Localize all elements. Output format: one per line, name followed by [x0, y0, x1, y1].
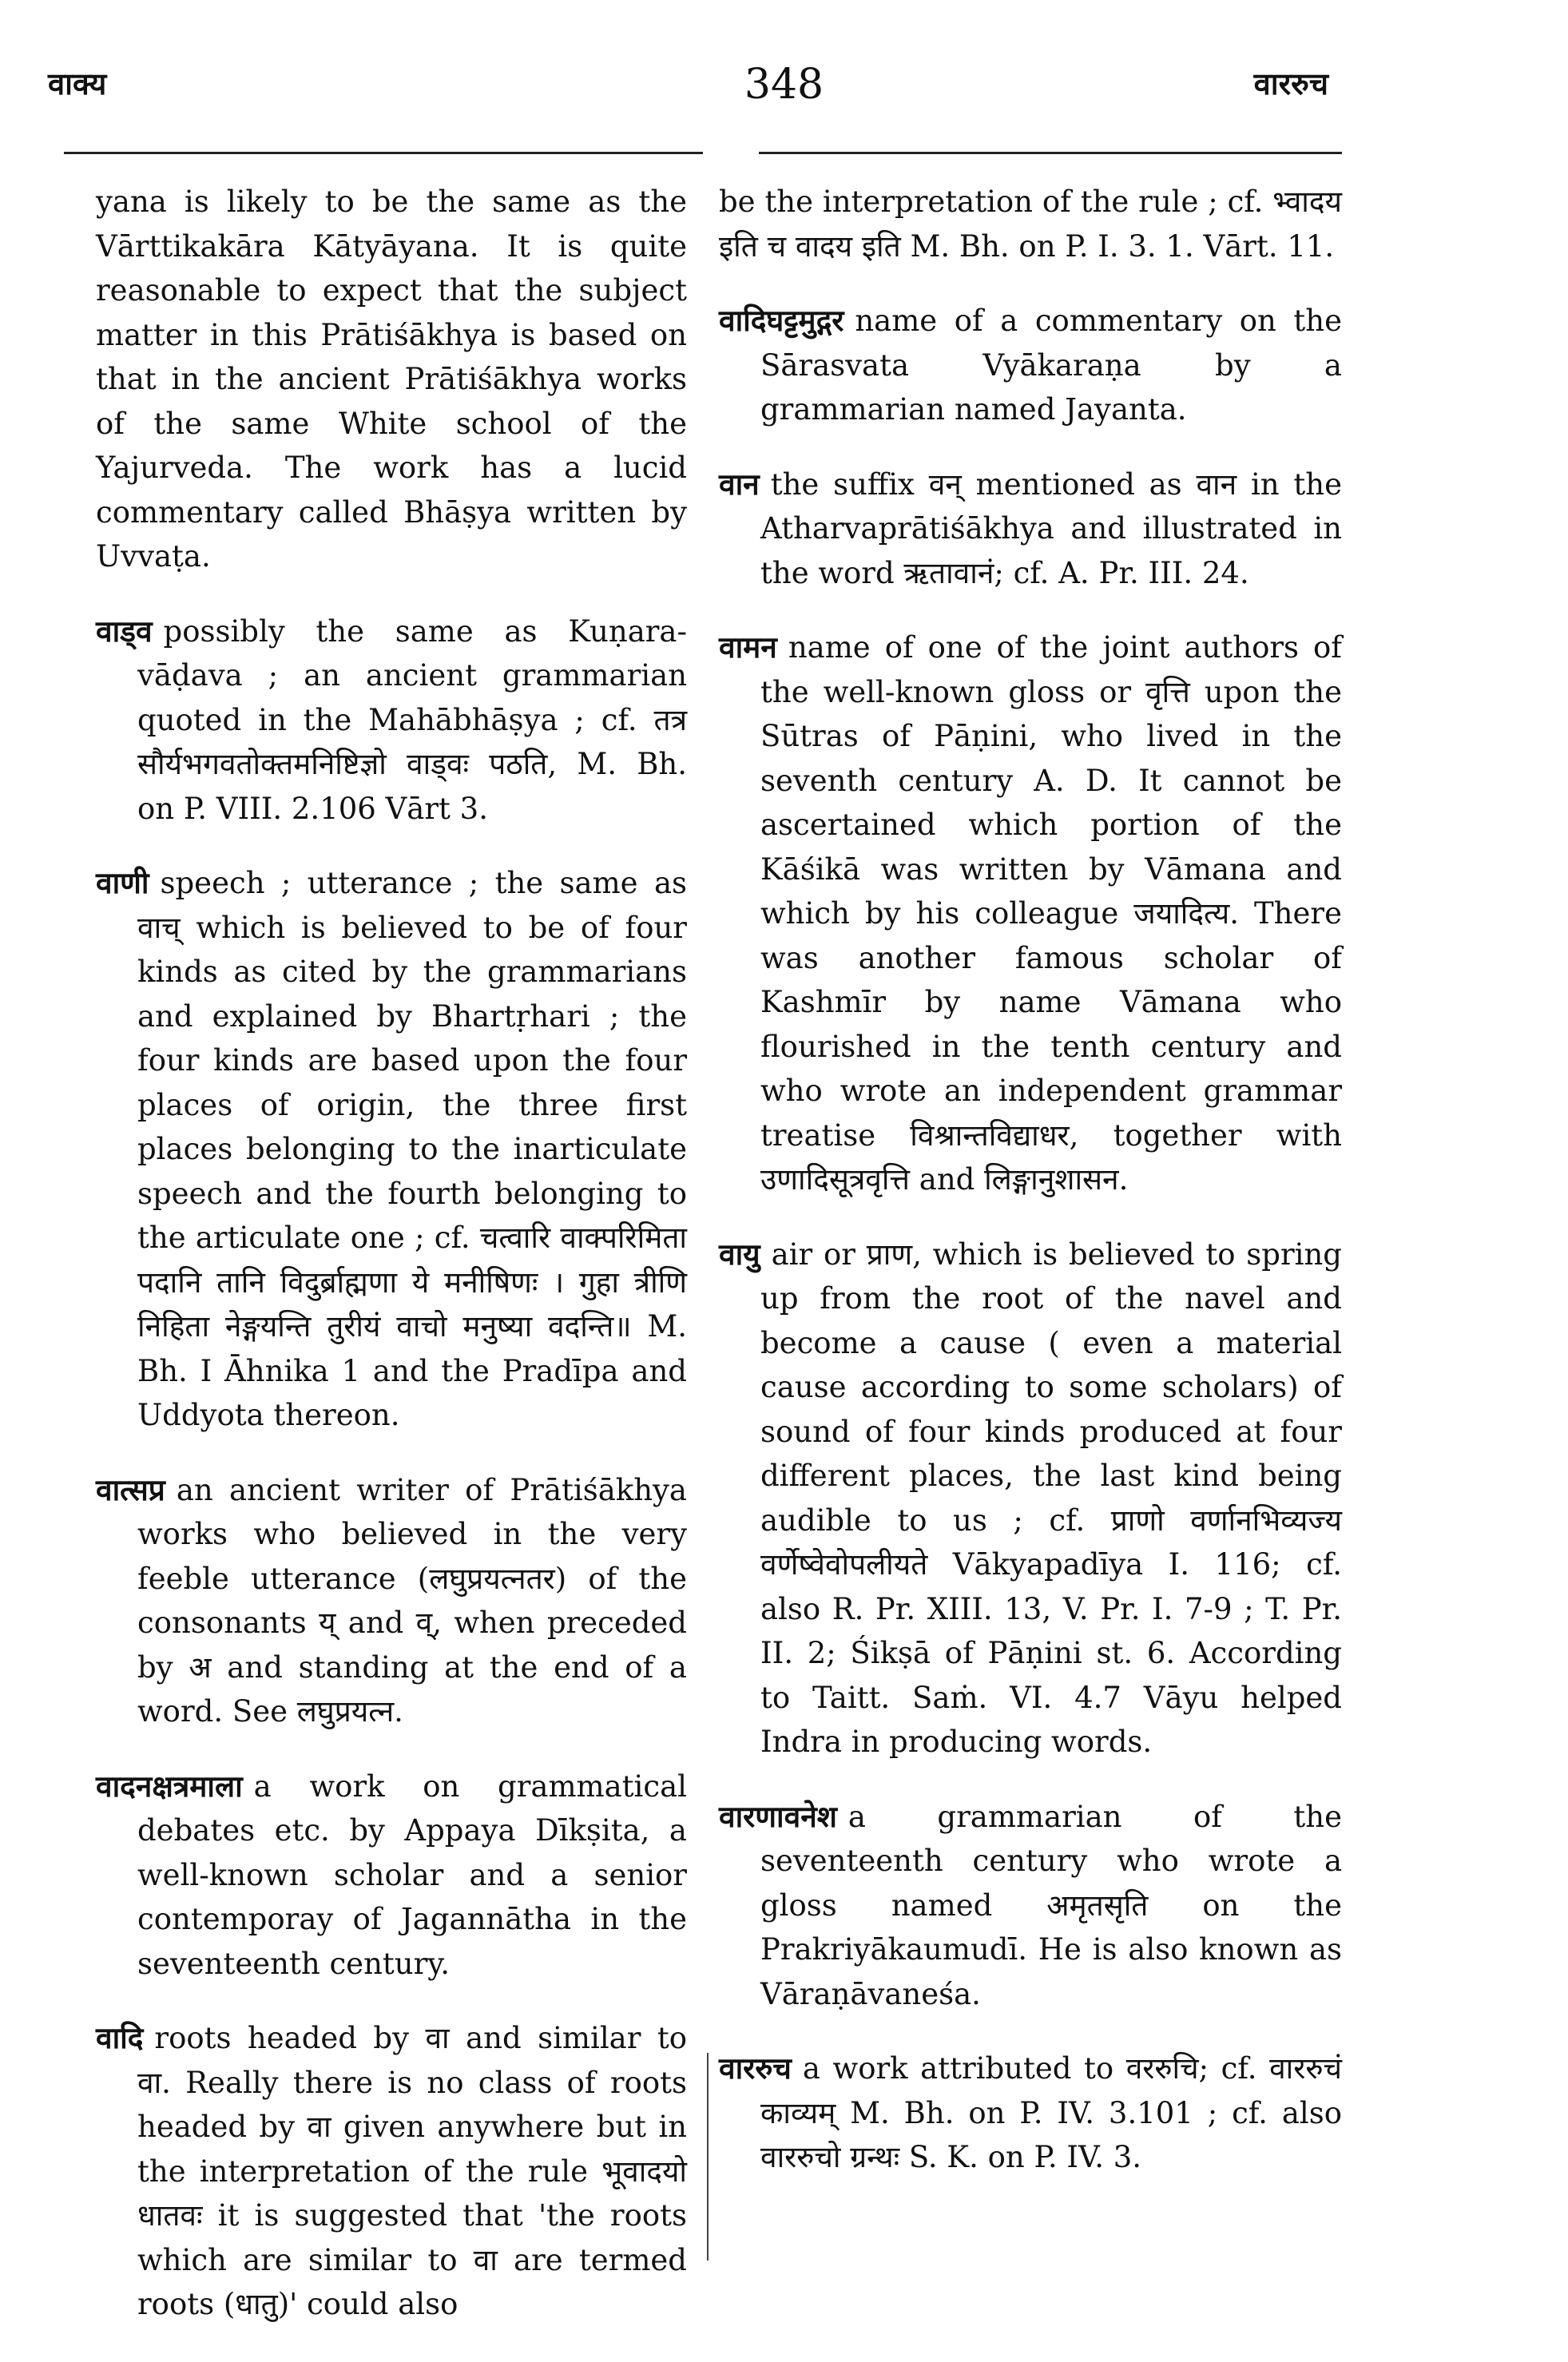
entry-vani [96, 861, 687, 1438]
headword: वाररुच [719, 2050, 792, 2086]
right-continuation: be the interpretation of the rule ; cf. भ्वादय इति च वादय इति M. Bh. on P. I. 3. 1. Vārt. 11. [719, 185, 1342, 264]
entry-vadighattamudgara [719, 299, 1342, 432]
page-number: 348 [744, 61, 824, 109]
headword: वादिघट्टमुद्गर [719, 303, 844, 338]
entry-vadava [96, 609, 687, 832]
entry-vana [719, 462, 1342, 596]
left-column [96, 180, 687, 2357]
running-head-right: वाररुच [1253, 66, 1328, 101]
definition: name of one of the joint authors of the well-known gloss or वृत्ति upon the Sūtras of Pāṇini, who lived in the seventh century A. D. It cannot be ascertained which portion of the Kāśikā was written by Vāmana and which by his colleague जयादित्य. There was another famous scholar of Kashmīr by name Vāmana who flourished in the tenth century and who wrote an independent grammar treatise विश्रान्तविद्याधर, together with उणादिसूत्रवृत्ति and लिङ्गानुशासन. [760, 630, 1342, 1197]
headword: वात्सप्र [96, 1471, 165, 1507]
headword: वादनक्षत्रमाला [96, 1768, 243, 1804]
entry-vararucha [719, 2046, 1342, 2180]
definition: speech ; utterance ; the same as वाच् which is believed to be of four kinds as cited by the grammarians and explained by Bhartṛhari ; the four kinds are based upon the four places of origin, the three first places belonging to the inarticulate speech and the fourth belonging to the articulate one ; cf. चत्वारि वाक्परिमिता पदानि तानि विदुर्ब्राह्मणा ये मनीषिणः । गुहा त्रीणि निहिता नेङ्गयन्ति तुरीयं वाचो मनुष्या वदन्ति॥ M. Bh. I Āhnika 1 and the Pradīpa and Uddyota thereon. [137, 866, 687, 1432]
header-rule-left [64, 152, 703, 154]
entry-vatsapra [96, 1468, 687, 1734]
running-head-left: वाक्य [48, 66, 107, 101]
right-column [719, 180, 1342, 2210]
headword: वामन [719, 629, 777, 665]
definition: an ancient writer of Prātiśākhya works who believed in the very feeble utterance (लघुप्रयत्नतर) of the consonants य् and व्, when preceded by अ and standing at the end of a word. See लघुप्रयत्न. [137, 1472, 687, 1729]
entry-vadanakshatramala [96, 1765, 687, 1987]
column-divider [707, 2053, 709, 2261]
definition: air or प्राण, which is believed to spring up from the root of the navel and become a cause ( even a material cause according to some scholars) of sound of four kinds produced at four different places, the last kind being audible to us ; cf. प्राणो वर्णानभिव्यज्य वर्णेष्वेवोपलीयते Vākyapadīya I. 116; cf. also R. Pr. XIII. 13, V. Pr. I. 7-9 ; T. Pr. II. 2; Śikṣā of Pāṇini st. 6. According to Taitt. Saṁ. VI. 4.7 Vāyu helped Indra in producing words. [760, 1237, 1342, 1759]
entry-varanavanesha [719, 1795, 1342, 2017]
headword: वाड्व [96, 613, 153, 649]
headword: वाणी [96, 865, 149, 900]
definition: a work on grammatical debates etc. by Appaya Dīkṣita, a well-known scholar and a senior contemporay of Jagannātha in the seventeenth century. [137, 1769, 687, 1981]
header-rule-right [759, 152, 1342, 154]
entry-vamana [719, 625, 1342, 1202]
definition: the suffix वन् mentioned as वान in the Atharvaprātiśākhya and illustrated in the word ऋतावानं; cf. A. Pr. III. 24. [760, 466, 1342, 590]
definition: roots headed by वा and similar to वा. Really there is no class of roots headed by वा given anywhere but in the interpretation of the rule भूवादयो धातवः it is suggested that 'the roots which are similar to वा are termed roots (धातु)' could also [137, 2021, 687, 2321]
definition: a grammarian of the seventeenth century who wrote a gloss named अमृतसृति on the Prakriyākaumudī. He is also known as Vāraṇāvaneśa. [760, 1799, 1342, 2011]
headword: वादि [96, 2020, 144, 2055]
headword: वान [719, 466, 760, 502]
left-continuation: yana is likely to be the same as the Vārttikakāra Kātyāyana. It is quite reasonable to expect that the subject matter in this Prātiśākhya is based on that in the ancient Prātiśākhya works of the same White school of the Yajurveda. The work has a lucid commentary called Bhāṣya written by Uvvaṭa. [96, 185, 687, 574]
entry-vadi [96, 2016, 687, 2327]
definition: name of a commentary on the Sārasvata Vyākaraṇa by a grammarian named Jayanta. [760, 304, 1342, 427]
headword: वारणावनेश [719, 1798, 837, 1834]
definition: a work attributed to वररुचि; cf. वाररुचं काव्यम् M. Bh. on P. IV. 3.101 ; cf. also वाररुचो ग्रन्थः S. K. on P. IV. 3. [760, 2051, 1342, 2174]
headword: वायु [719, 1236, 760, 1272]
entry-vayu [719, 1233, 1342, 1765]
definition: possibly the same as Kuṇara-vāḍava ; an ancient grammarian quoted in the Mahābhāṣya ; cf. तत्र सौर्यभगवतोक्तमनिष्टिज्ञो वाड्वः पठति, M. Bh. on P. VIII. 2.106 Vārt 3. [137, 613, 687, 826]
